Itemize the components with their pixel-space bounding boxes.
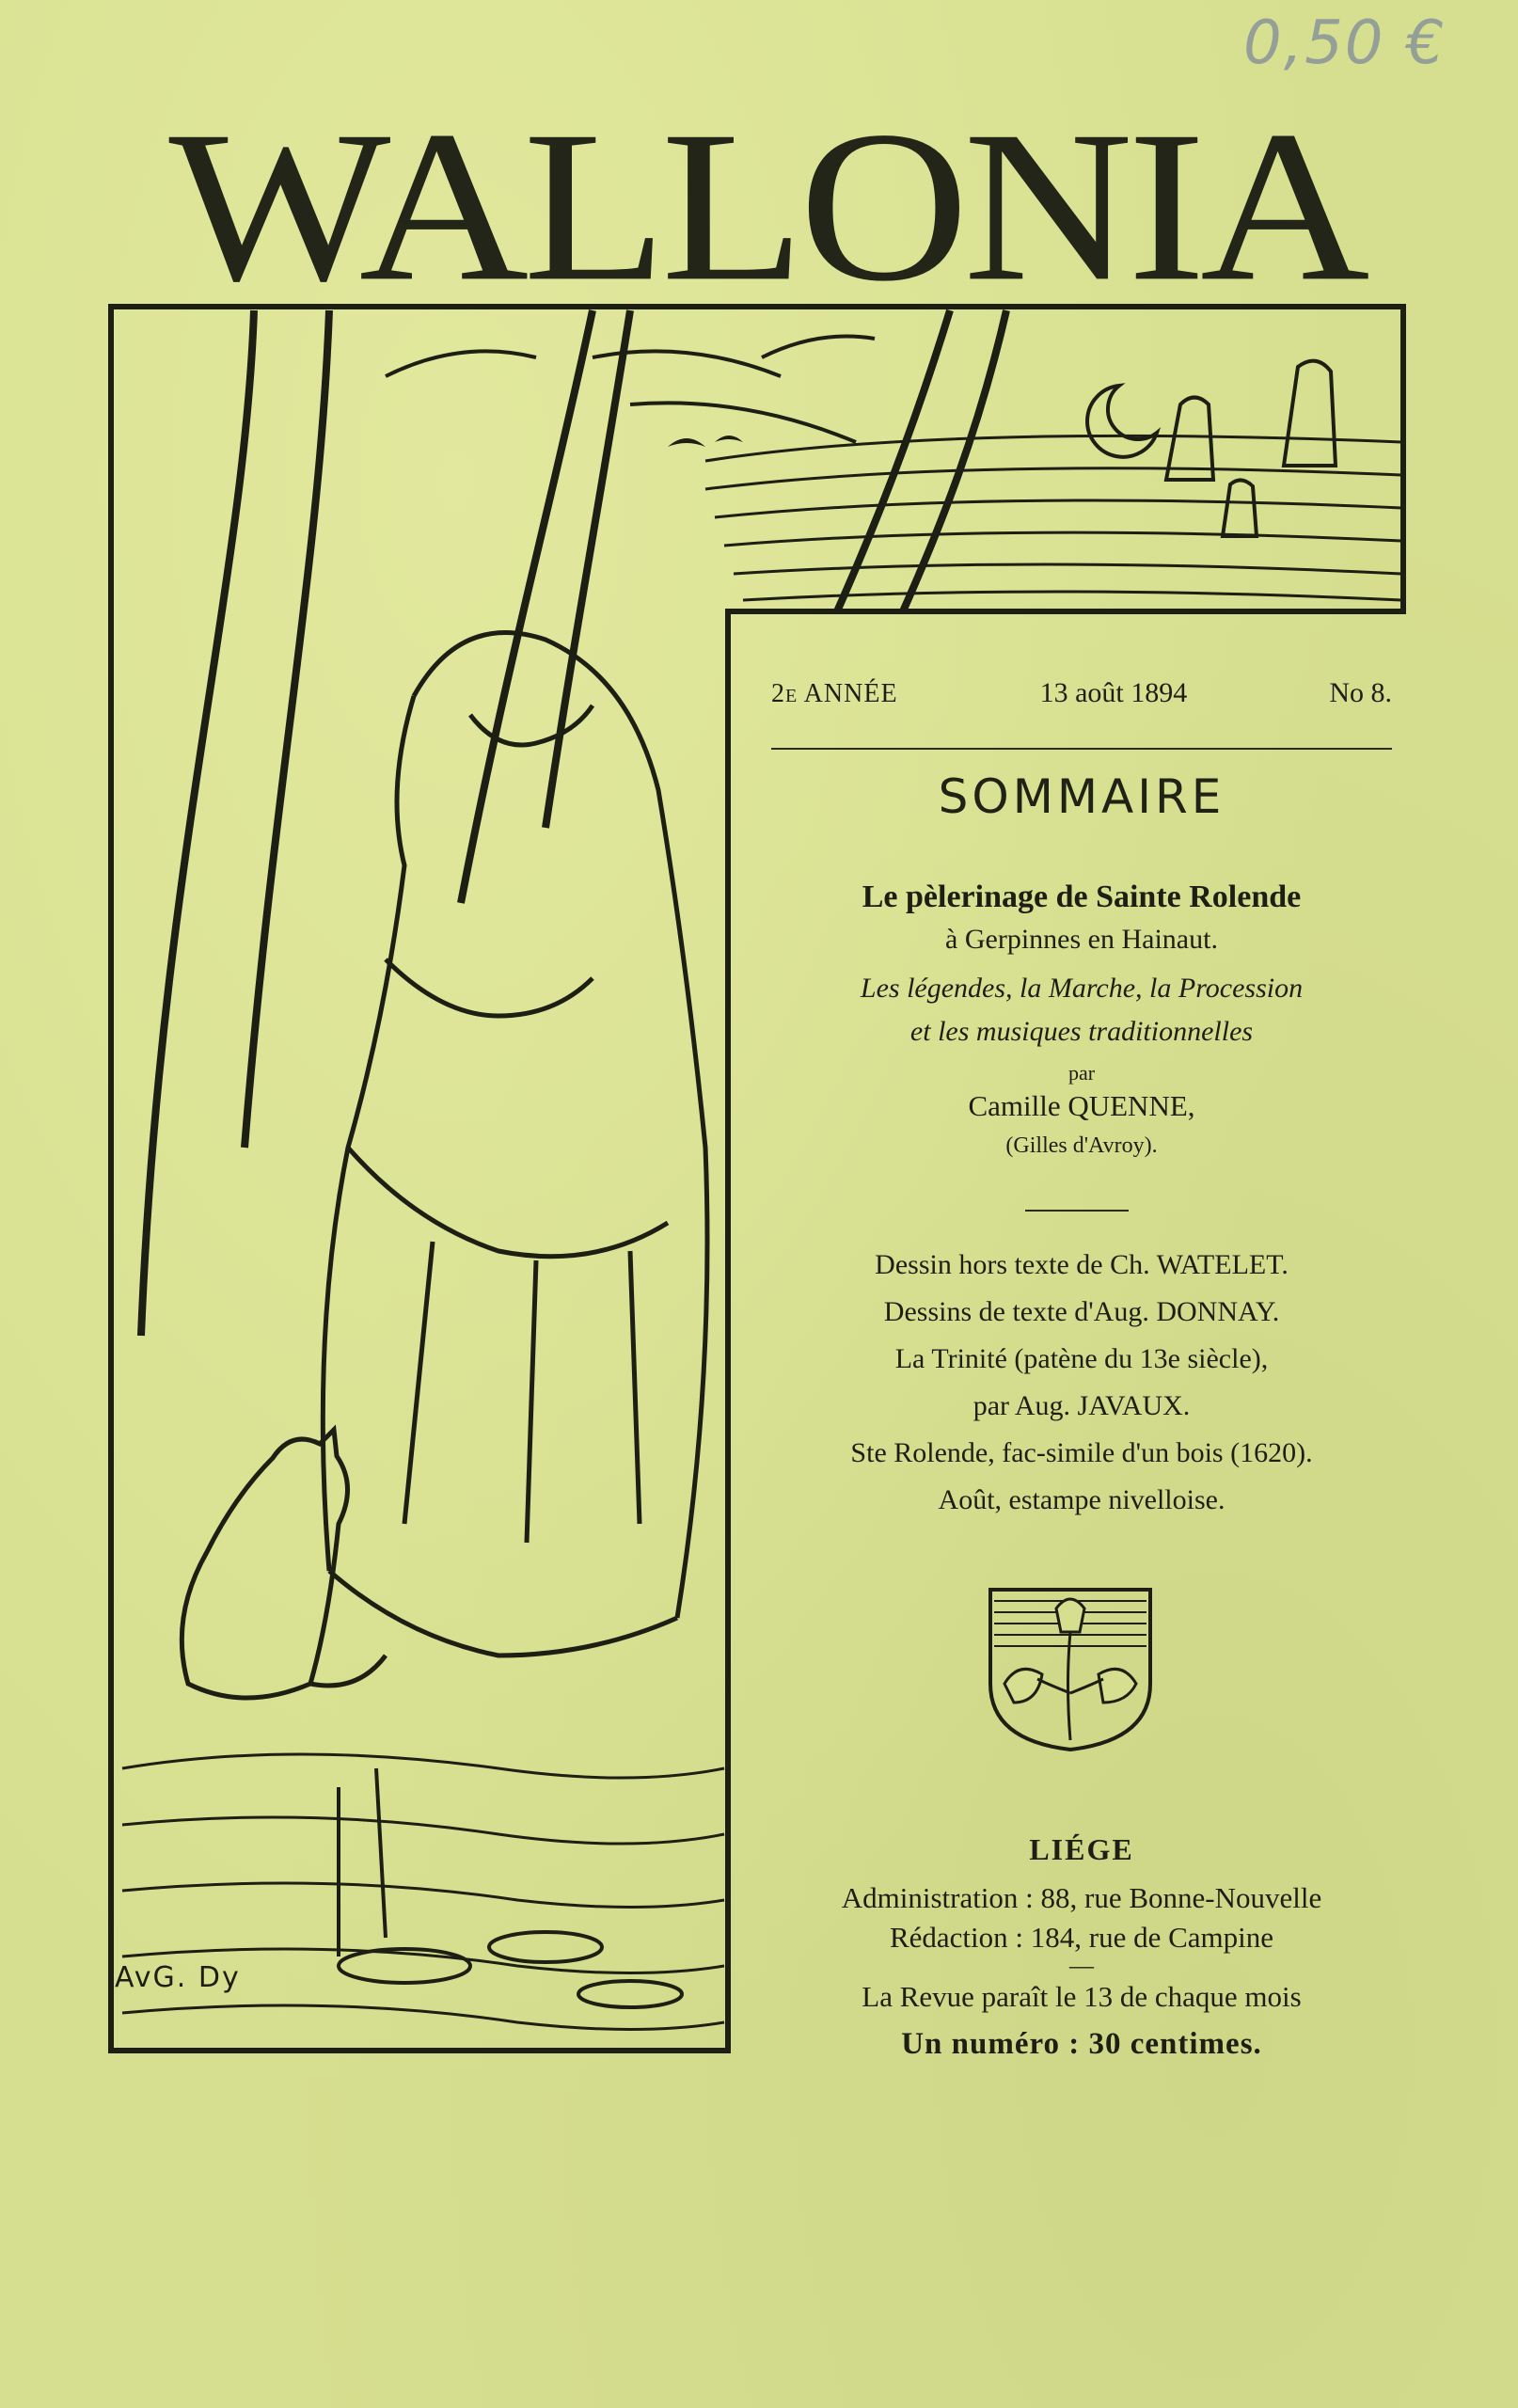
feature-place: à Gerpinnes en Hainaut. (945, 924, 1218, 955)
illustration-credit: Dessin hors texte de Ch. WATELET. (875, 1249, 1289, 1280)
illustration-credit: Août, estampe nivelloise. (938, 1484, 1225, 1515)
cat-figure (182, 1430, 386, 1698)
publication-frequency: La Revue paraît le 13 de chaque mois (862, 1980, 1302, 2013)
handwritten-price: 0,50 € (1243, 8, 1447, 78)
issue-info (771, 677, 1392, 724)
feature-subtitle-line1: Les légendes, la Marche, la Procession (860, 973, 1304, 1004)
contents-panel (743, 658, 1401, 2088)
landscape-lines (705, 436, 1401, 600)
feature-title: Le pèlerinage de Sainte Rolende (862, 879, 1302, 914)
feature-by: par (1067, 1061, 1096, 1085)
illustration-credit: par Aug. JAVAUX. (972, 1390, 1191, 1421)
illustration-credit: La Trinité (patène du 13e siècle), (894, 1343, 1269, 1374)
address-separator: — (1069, 1952, 1094, 1979)
feature-subtitle-line2: et les musiques traditionnelles (909, 1016, 1254, 1047)
issue-price: Un numéro : 30 centimes. (901, 2027, 1262, 2061)
crescent-moon-icon (1087, 386, 1157, 457)
artist-signature: AvG. Dy (115, 1961, 241, 1994)
illustration-credit: Ste Rolende, fac-simile d'un bois (1620). (850, 1437, 1313, 1468)
tree-branches (386, 337, 875, 443)
section-divider (1025, 1210, 1129, 1212)
birds (668, 436, 743, 447)
redaction-address: Rédaction : 184, rue de Campine (889, 1921, 1274, 1954)
sommaire-heading: SOMMAIRE (938, 769, 1225, 824)
header-rule (771, 748, 1392, 750)
publisher-city: LIÉGE (1029, 1832, 1134, 1866)
administration-address: Administration : 88, rue Bonne-Nouvelle (841, 1881, 1322, 1914)
issue-date: 13 août 1894 (1039, 677, 1188, 708)
woman-figure (323, 633, 707, 1656)
issue-year: 2e ANNÉE (771, 679, 898, 708)
tulip-emblem-icon (981, 1580, 1160, 1754)
standing-stones (1166, 361, 1336, 536)
masthead-title: WALLONIA (168, 87, 1365, 326)
feature-alias: (Gilles d'Avroy). (1005, 1133, 1158, 1158)
issue-number: No 8. (1329, 677, 1392, 708)
illustration-credit: Dessins de texte d'Aug. DONNAY. (883, 1296, 1280, 1327)
feature-author: Camille QUENNE, (968, 1089, 1195, 1122)
